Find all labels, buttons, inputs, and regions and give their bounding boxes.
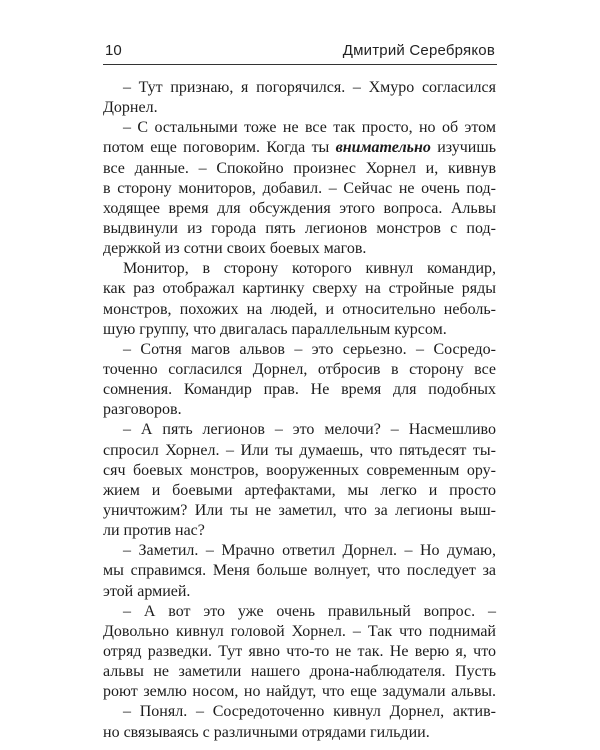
text-line: – Понял. – Сосредоточенно кивнул Дорнел, актив- xyxy=(123,703,496,721)
text-line: – Сотня магов альвов – это серьезно. – Сосредо- xyxy=(123,340,496,358)
text-line: в сторону мониторов, добавил. – Сейчас не очень под- xyxy=(103,179,496,197)
text-line: отряд разведки. Тут явно что-то не так. Не верю я, что xyxy=(103,642,496,660)
text-segment: изучишь xyxy=(430,139,496,157)
text-line: уничтожим? Или ты не заметил, что за легионы выш- xyxy=(103,501,496,519)
text-line: Довольно кивнул головой Хорнел. – Так что поднимай xyxy=(103,622,496,640)
text-line: шую группу, что двигалась параллельным курсом. xyxy=(103,320,447,338)
text-line: сомнения. Командир прав. Не время для подобных xyxy=(103,381,496,399)
text-line: – А пять легионов – это мелочи? – Насмешливо xyxy=(123,421,496,439)
body-text xyxy=(103,78,496,743)
text-line: – С остальными тоже не все так просто, но об этом xyxy=(123,119,496,137)
text-line: Монитор, в сторону которого кивнул командир, xyxy=(123,260,496,278)
text-line: как раз отображал картинку сверху на стройные ряды xyxy=(103,280,496,298)
text-line: жием и боевыми артефактами, мы легко и просто xyxy=(103,481,496,499)
text-line xyxy=(103,138,496,158)
text-segment: потом еще поговорим. Когда ты xyxy=(103,139,336,157)
text-line: мы справимся. Меня больше волнует, что последует за xyxy=(103,562,496,580)
text-line: но связываясь с различными отрядами гильдии. xyxy=(103,723,430,741)
text-line: роют землю носом, но найдут, что еще задумали альвы. xyxy=(103,683,496,701)
emphasized-word: внимательно xyxy=(335,139,431,157)
text-line: монстров, похожих на людей, и относительно неболь- xyxy=(103,300,496,318)
text-line: – Заметил. – Мрачно ответил Дорнел. – Но думаю, xyxy=(123,542,496,560)
text-line: спросил Хорнел. – Или ты думаешь, что пятьдесят ты- xyxy=(103,441,496,459)
text-line: точенно согласился Дорнел, отбросив в сторону все xyxy=(103,360,496,378)
page-number: 10 xyxy=(105,42,122,59)
text-line: ходящее время для обсуждения этого вопроса. Альвы xyxy=(103,199,496,217)
header-rule xyxy=(103,64,497,65)
text-line: разговоров. xyxy=(103,401,182,419)
text-line: этой армией. xyxy=(103,582,191,600)
text-line: сяч боевых монстров, вооруженных современным ору- xyxy=(103,461,496,479)
running-header xyxy=(105,40,495,64)
text-line: выдвинули из города пять легионов монстров с под- xyxy=(103,219,496,237)
text-line: альвы не заметили нашего дрона-наблюдателя. Пусть xyxy=(103,663,496,681)
running-head-author: Дмитрий Серебряков xyxy=(342,42,495,59)
text-line: – А вот это уже очень правильный вопрос. – xyxy=(123,602,496,620)
text-line: – Тут признаю, я погорячился. – Хмуро согласился xyxy=(123,79,496,96)
text-line: держкой из сотни своих боевых магов. xyxy=(103,240,367,258)
text-line: все данные. – Спокойно произнес Хорнел и, кивнув xyxy=(103,159,496,177)
text-line: ли против нас? xyxy=(103,522,205,540)
text-line: Дорнел. xyxy=(103,99,158,117)
